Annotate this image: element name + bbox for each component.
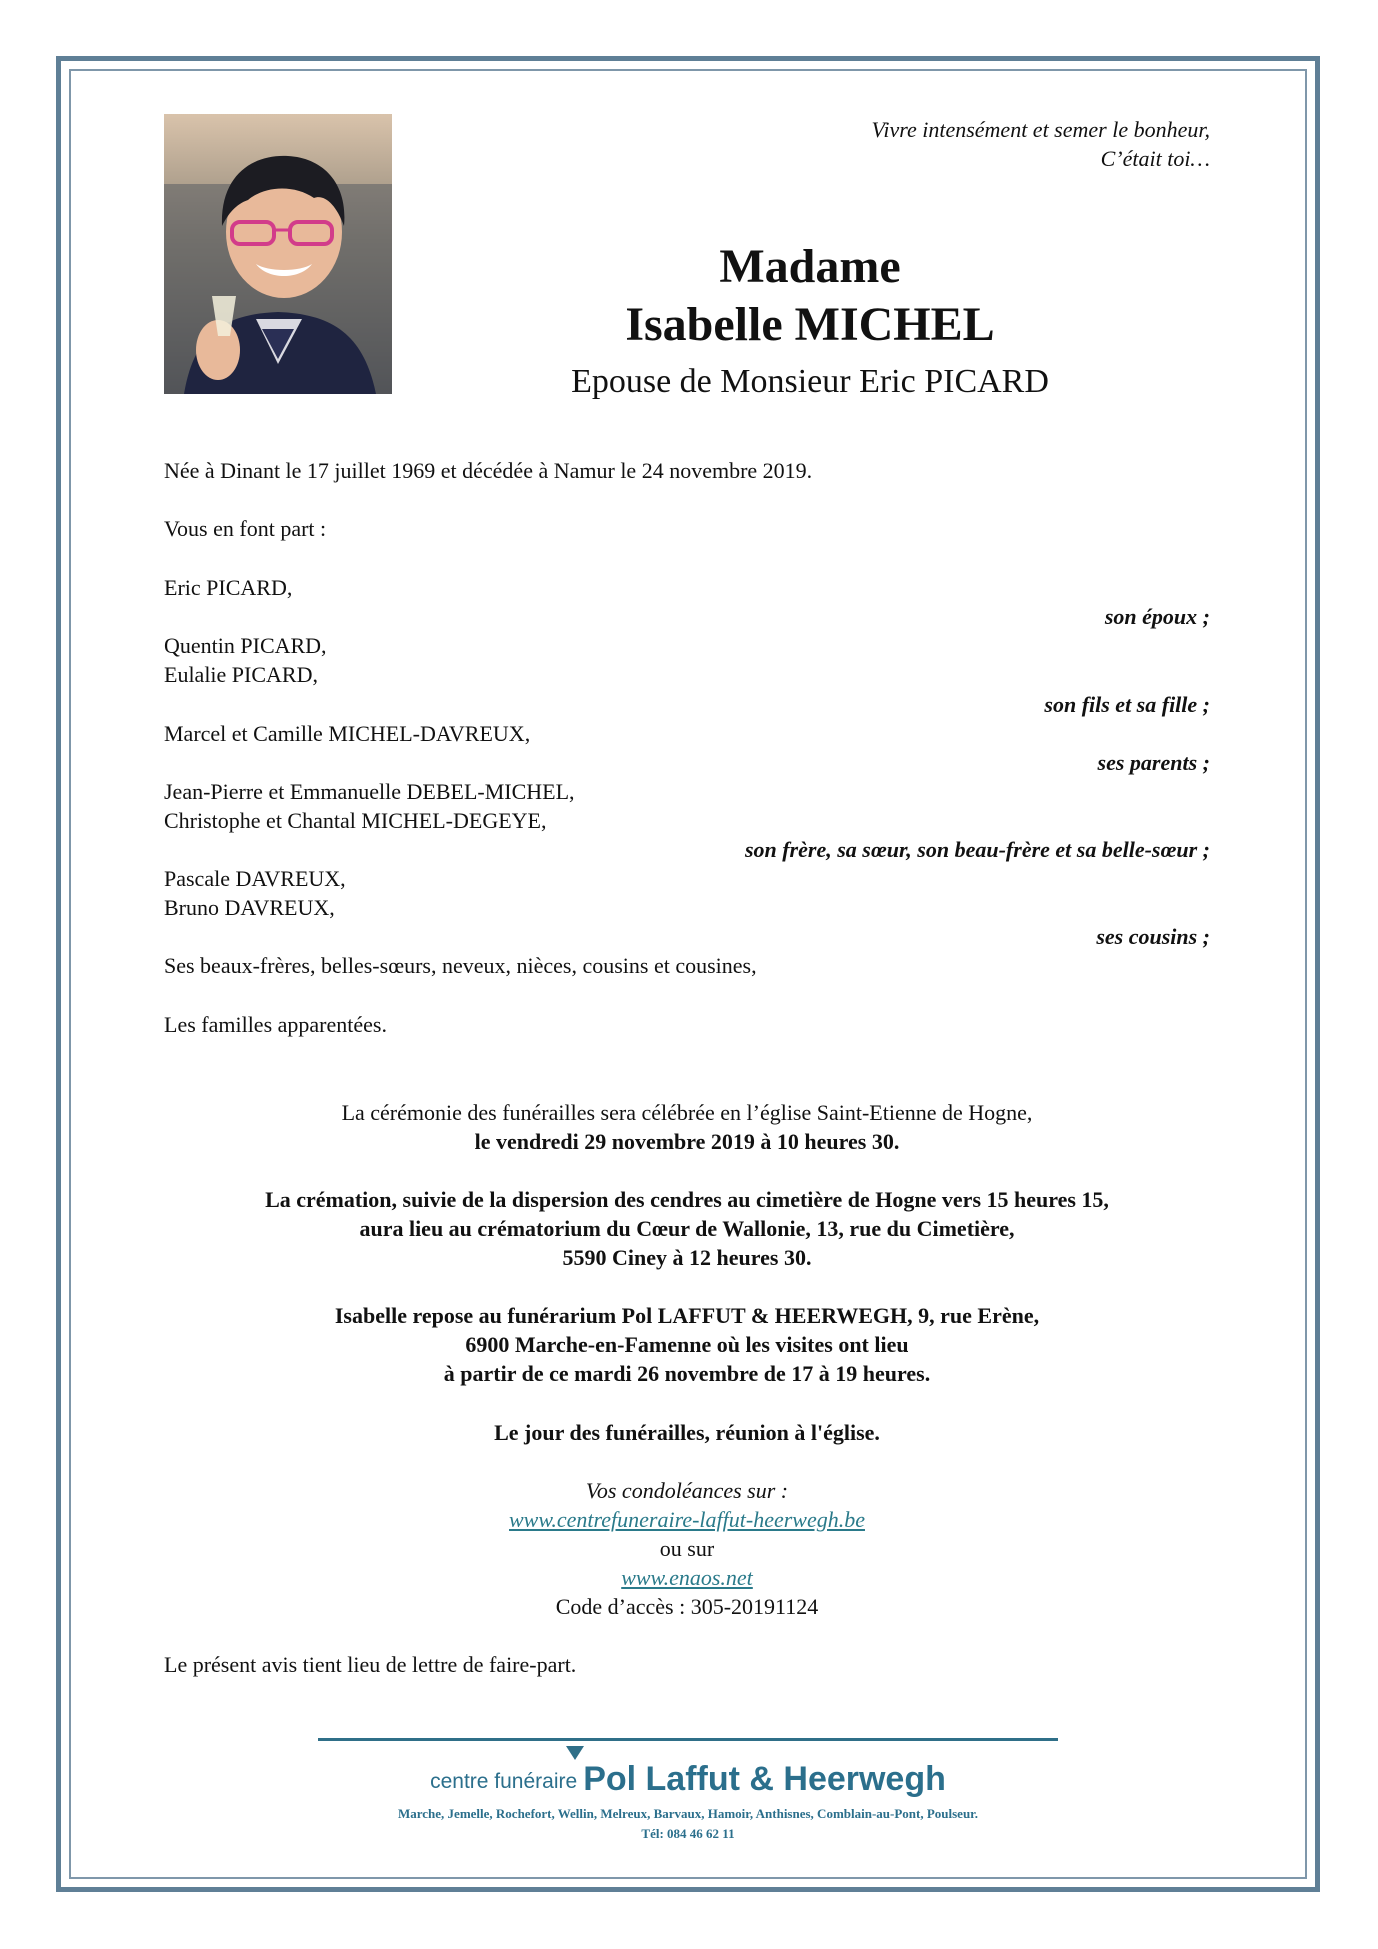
family-name: Pascale DAVREUX, xyxy=(164,866,346,891)
honorific: Madame xyxy=(719,240,901,293)
visits-line-2: 6900 Marche-en-Famenne où les visites ont lieu xyxy=(465,1332,909,1357)
logo-name: Pol Laffut & Heerwegh xyxy=(583,1760,946,1798)
epigraph xyxy=(510,115,1210,173)
family-name: Christophe et Chantal MICHEL-DEGEYE, xyxy=(164,808,547,833)
family-name: Jean-Pierre et Emmanuelle DEBEL-MICHEL, xyxy=(164,779,575,804)
related-families-line: Les familles apparentées. xyxy=(164,1012,387,1037)
ceremony-line-2: le vendredi 29 novembre 2019 à 10 heures 30. xyxy=(474,1129,900,1154)
family-name: Quentin PICARD, xyxy=(164,633,327,658)
logo-places: Marche, Jemelle, Rochefort, Wellin, Melreux, Barvaux, Hamoir, Anthisnes, Comblain-au-Pont, Poulseur. xyxy=(397,1806,979,1821)
logo-prefix: centre funéraire xyxy=(430,1770,578,1793)
cremation-block xyxy=(164,1185,1210,1272)
family-name: Eulalie PICARD, xyxy=(164,662,318,687)
cremation-line-3: 5590 Ciney à 12 heures 30. xyxy=(562,1245,812,1270)
visits-line-1: Isabelle repose au funérarium Pol LAFFUT & HEERWEGH, 9, rue Erène, xyxy=(334,1303,1040,1328)
condolences-intro: Vos condoléances sur : xyxy=(585,1478,789,1503)
visits-block xyxy=(164,1301,1210,1388)
relation-label: ses cousins ; xyxy=(1096,924,1210,949)
extended-family-line: Ses beaux-frères, belles-sœurs, neveux, nièces, cousins et cousines, xyxy=(164,953,757,978)
epigraph-line-2: C’était toi… xyxy=(1100,146,1210,171)
relation-label: son frère, sa sœur, son beau-frère et sa belle-sœur ; xyxy=(744,837,1210,862)
funeral-home-logo xyxy=(318,1760,1058,1799)
ceremony-line-1: La cérémonie des funérailles sera célébrée en l’église Saint-Etienne de Hogne, xyxy=(341,1100,1033,1125)
deceased-name: Isabelle MICHEL xyxy=(625,298,995,351)
condolences-or: ou sur xyxy=(659,1536,715,1561)
logo-triangle-icon xyxy=(566,1746,584,1760)
epigraph-line-1: Vivre intensément et semer le bonheur, xyxy=(871,117,1210,142)
condolences-block xyxy=(164,1476,1210,1621)
condolences-link-laffut[interactable]: www.centrefuneraire-laffut-heerwegh.be xyxy=(509,1507,865,1532)
relation-label: son fils et sa fille ; xyxy=(1044,692,1210,717)
relation-label: son époux ; xyxy=(1104,604,1210,629)
ceremony-block xyxy=(164,1098,1210,1156)
birth-death-line: Née à Dinant le 17 juillet 1969 et décédée à Namur le 24 novembre 2019. xyxy=(164,458,813,483)
spouse-line: Epouse de Monsieur Eric PICARD xyxy=(571,363,1049,400)
logo-rule xyxy=(318,1738,1058,1741)
family-name: Bruno DAVREUX, xyxy=(164,895,335,920)
family-name: Marcel et Camille MICHEL-DAVREUX, xyxy=(164,721,531,746)
meeting-line: Le jour des funérailles, réunion à l'église. xyxy=(494,1420,880,1445)
footer-note: Le présent avis tient lieu de lettre de faire-part. xyxy=(164,1652,577,1677)
condolences-link-enaos[interactable]: www.enaos.net xyxy=(621,1565,753,1590)
title-block xyxy=(460,238,1160,404)
family-name: Eric PICARD, xyxy=(164,575,293,600)
access-code: Code d’accès : 305-20191124 xyxy=(555,1594,819,1619)
visits-line-3: à partir de ce mardi 26 novembre de 17 à 19 heures. xyxy=(443,1361,931,1386)
cremation-line-1: La crémation, suivie de la dispersion des cendres au cimetière de Hogne vers 15 heures 15, xyxy=(265,1187,1109,1212)
logo-phone: Tél: 084 46 62 11 xyxy=(641,1826,735,1841)
cremation-line-2: aura lieu au crématorium du Cœur de Wallonie, 13, rue du Cimetière, xyxy=(359,1216,1015,1241)
relation-label: ses parents ; xyxy=(1097,750,1210,775)
portrait-photo xyxy=(164,114,392,394)
announce-line: Vous en font part : xyxy=(164,516,327,541)
